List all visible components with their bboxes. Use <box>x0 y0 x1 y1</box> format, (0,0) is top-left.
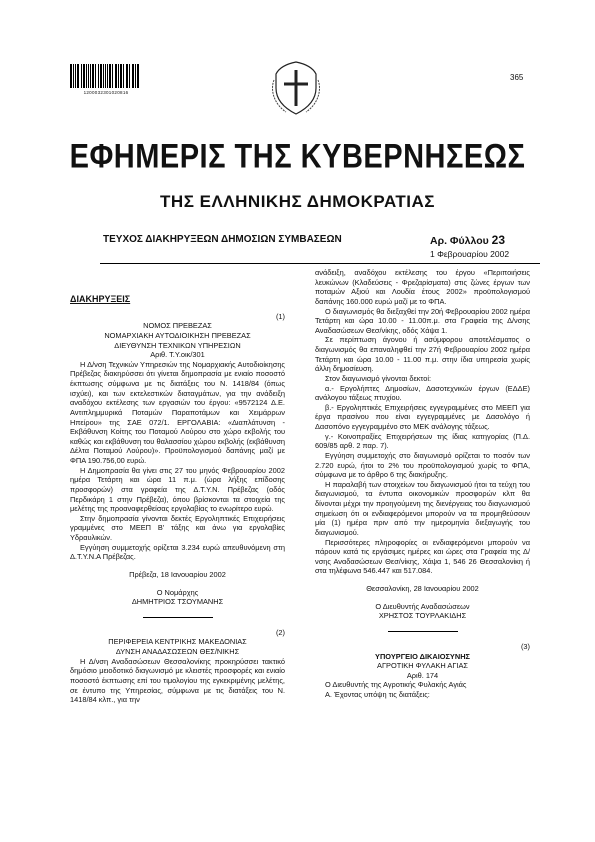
greek-coat-of-arms-emblem <box>270 60 322 116</box>
notice-1-paragraph-1: Η Δ/νση Τεχνικών Υπηρεσιών της Νομαρχιακής Αυτοδιοίκησης Πρέβεζας διακηρύσσει ότι γίνεται δημοπρασία με ενιαίο ποσοστό έκπτωσης σύμφωνα με τις διατάξεις του Ν. 1418/84 (όπως ισχύει), και των εκτελεστικών διαταγμάτων, για την ανάδειξη αναδόχου εκτέλεσης των εργασιών του έργου: «9572124 Δ.Ε. Αντιπλημμυρικά Ποταμών Παραποτάμων και Χειμάρρων Ηπείρου» της ΣΑΕ 072/1. ΕΡΓΟΛΑΒΙΑ: «Διαπλάτυνση - Εκβάθυνση Κοίτης του Ποταμού Λούρου στο χώρο εκβολής του καθώς και εκβάθυνση του θαλασσίου χώρου εκβολής (εκβάθυνση Δέλτα Ποταμού Λούρου)». Προϋπολογισμού δαπάνης μαζί με ΦΠΑ 190.756,00 ευρώ. <box>70 359 285 466</box>
place-date-1: Πρέβεζα, 18 Ιανουαρίου 2002 <box>129 569 226 579</box>
sheet-label: Αρ. Φύλλου <box>430 235 489 247</box>
notice-3-paragraph-2: Α. Έχοντας υπόψη τις διατάξεις: <box>325 690 430 699</box>
notice-2-paragraph-2: ανάδειξη, αναδόχου εκτέλεσης του έργου «Περιποιήσεις λευκώνων (Κλαδεύσεις - Φρεζαρίσματα) στις ζώνες έργων των ποταμών Αξιού και Λουδία έτους 2002» προϋπολογισμού δαπάνης 160.000 ευρώ μαζί με το ΦΠΑ. <box>315 268 530 306</box>
barcode-bar <box>127 64 128 88</box>
authority-1-line-3: ΔΙΕΥΘΥΝΣΗ ΤΕΧΝΙΚΩΝ ΥΠΗΡΕΣΙΩΝ <box>114 340 241 350</box>
header-divider <box>100 263 540 264</box>
page-number: 365 <box>510 73 524 82</box>
signatory-1-name: ΔΗΜΗΤΡΙΟΣ ΤΣΟΥΜΑΝΗΣ <box>131 597 224 607</box>
barcode-bar <box>88 64 89 88</box>
barcode-bar <box>121 64 122 88</box>
notice-2-paragraph-9: Εγγύηση συμμετοχής στο διαγωνισμό ορίζεται το ποσόν των 2.720 ευρώ, ήτοι το 2% του προϋπολογισμού χωρίς το ΦΠΑ, σύμφωνα με το άρθρο 6 της διακήρυξης. <box>315 450 530 480</box>
barcode-bar <box>129 64 130 88</box>
reference-1: Αριθ. Τ.Υ.οικ/301 <box>150 350 205 360</box>
gazette-subtitle: ΤΗΣ ΕΛΛΗΝΙΚΗΣ ΔΗΜΟΚΡΑΤΙΑΣ <box>160 192 435 211</box>
notice-1-paragraph-4: Εγγύηση συμμετοχής ορίζεται 3.234 ευρώ απευθυνόμενη στη Δ.Τ.Υ.Ν.Α Πρέβεζας. <box>70 542 285 562</box>
barcode <box>70 64 140 88</box>
place-date-2: Θεσσαλονίκη, 28 Ιανουαρίου 2002 <box>366 584 479 593</box>
barcode-bar <box>112 64 113 88</box>
notice-number-3: (3) <box>520 641 530 651</box>
notice-3-paragraph-1: Ο Διευθυντής της Αγροτικής Φυλακής Αγιάς <box>325 680 467 690</box>
barcode-bar <box>95 64 96 88</box>
signatory-2-name: ΧΡΗΣΤΟΣ ΤΟΥΡΛΑΚΙΔΗΣ <box>378 611 467 621</box>
notice-number-2: (2) <box>275 627 285 637</box>
notice-2-paragraph-3: Ο διαγωνισμός θα διεξαχθεί την 20ή Φεβρουαρίου 2002 ημέρα Τετάρτη και ώρα 10.00 - 11.00π.μ. στα Γραφεία της Δ/νσης Αναδασώσεων Θεσ/νίκης, οδός Χάψα 1. <box>315 306 530 335</box>
barcode-number: 1200032301020816 <box>83 90 129 95</box>
barcode-bar <box>135 64 136 88</box>
notice-2-paragraph-1: Η Δ/νση Αναδασώσεων Θεσσαλονίκης προκηρύσσει τακτικό δημόσιο μειοδοτικό διαγωνισμό με κλειστές προσφορές και ενιαίο ποσοστό έκπτωσης επί του τιμολογίου της εγκεκριμένης μελέτης, σε έντυπο της Υπηρεσίας, σύμφωνα με τις διατάξεις του Ν. 1418/84 κλπ., για την <box>70 656 285 705</box>
sheet-number-line <box>430 233 505 247</box>
signatory-1-role: Ο Νομάρχης <box>156 587 199 597</box>
notice-2-paragraph-7: β.- Εργοληπτικές Επιχειρήσεις εγγεγραμμένες στο ΜΕΕΠ για έργα πρασίνου που είναι εγγεγραμμένες με Δασολόγο ή Δασοπόνο εγγεγραμμένο στο ΜΕΚ ανάλογης τάξεως. <box>315 402 530 431</box>
section-heading: ΔΙΑΚΗΡΥΞΕΙΣ <box>70 294 131 304</box>
authority-2-line-1: ΠΕΡΙΦΕΡΕΙΑ ΚΕΝΤΡΙΚΗΣ ΜΑΚΕΔΟΝΙΑΣ <box>108 637 247 647</box>
notice-2-paragraph-8: γ.- Κοινοπραξίες Επιχειρήσεων της ίδιας κατηγορίας (Π.Δ. 609/85 αρθ. 2 παρ. 7). <box>315 431 530 451</box>
notice-number-1: (1) <box>275 311 285 321</box>
notice-separator <box>388 631 458 632</box>
signatory-2-role: Ο Διευθυντής Αναδασώσεων <box>375 601 470 611</box>
authority-3-line-2: ΑΓΡΟΤΙΚΗ ΦΥΛΑΚΗ ΑΓΙΑΣ <box>377 661 468 671</box>
notice-2-paragraph-10: Η παραλαβή των στοιχείων του διαγωνισμού ήτοι τα τεύχη του διαγωνισμού, τα έντυπα οικονομικών προσφορών κλπ θα δίνονται μέχρι την προηγούμενη της διενέργειας του διαγωνισμού σημείωση ότι οι ενδιαφερόμενοι μπορούν να τα προμηθεύσουν μία (1) ημέρα πριν από την ημερομηνία διεξαγωγής του διαγωνισμού. <box>315 479 530 537</box>
authority-2-line-2: ΔΥΝΣΗ ΑΝΑΔΑΣΩΣΕΩΝ ΘΕΣ/ΝΙΚΗΣ <box>115 647 240 657</box>
authority-3-line-1: ΥΠΟΥΡΓΕΙΟ ΔΙΚΑΙΟΣΥΝΗΣ <box>375 651 470 661</box>
barcode-bar <box>118 64 119 88</box>
issue-date: 1 Φεβρουαρίου 2002 <box>430 249 510 259</box>
notice-1-paragraph-3: Στην δημοπρασία γίνονται δεκτές Εργοληπτικές Επιχειρήσεις γραμμένες στο ΜΕΕΠ Β' τάξης και άνω για εργολαβίες Υδραυλικών. <box>70 513 285 543</box>
notice-2-paragraph-11: Περισσότερες πληροφορίες οι ενδιαφερόμενοι μπορούν να πάρουν κατά τις εργάσιμες ημέρες και ώρες στα Γραφεία της Δ/νσης Αναδασώσεων Θεσ/νίκης, Χάψα 1, 546 26 Θεσσαλονίκη ή στα τηλέφωνα 546.447 και 517.084. <box>315 537 530 576</box>
notice-2-paragraph-4: Σε περίπτωση άγονου ή ασύμφορου αποτελέσματος ο διαγωνισμός θα επαναληφθεί την 27ή Φεβρουαρίου 2002 ημέρα Τετάρτη και ώρα 10.00 - 11.00 π.μ. στην ίδια υπηρεσία χωρίς άλλη δημοσίευση. <box>315 335 530 374</box>
left-column <box>70 268 285 705</box>
reference-3: Αριθ. 174 <box>406 670 439 680</box>
issue-type: ΤΕΥΧΟΣ ΔΙΑΚΗΡΥΞΕΩΝ ΔΗΜΟΣΙΩΝ ΣΥΜΒΑΣΕΩΝ <box>103 234 342 245</box>
notice-2-paragraph-6: α.- Εργολήπτες Δημοσίων, Δασοτεχνικών έργων (ΕΔΔΕ) ανάλογου τάξεως πτυχίου. <box>315 383 530 403</box>
gazette-title: ΕΦΗΜΕΡΙΣ ΤΗΣ ΚΥΒΕΡΝΗΣΕΩΣ <box>69 138 526 176</box>
notice-2-paragraph-5: Στον διαγωνισμό γίνονται δεκτοί: <box>325 373 432 383</box>
sheet-number: 23 <box>491 233 506 247</box>
right-column <box>315 268 530 700</box>
notice-1-paragraph-2: Η Δημοπρασία θα γίνει στις 27 του μηνός Φεβρουαρίου 2002 ημέρα Τετάρτη και ώρα 11 π.μ. (ώρα λήξης επίδοσης προσφορών) στα γραφεία της Δ.Τ.Υ.Ν. Πρέβεζας (οδός Περδικάρη 1 στην Πρέβεζα), όπου βρίσκονται τα στοιχεία της μελέτης της προαναφερθείσας εργολαβίας το ενωρίτερο ευρώ. <box>70 465 285 514</box>
authority-1-line-1: ΝΟΜΟΣ ΠΡΕΒΕΖΑΣ <box>143 321 212 331</box>
notice-separator <box>143 617 213 618</box>
authority-1-line-2: ΝΟΜΑΡΧΙΑΚΗ ΑΥΤΟΔΙΟΙΚΗΣΗ ΠΡΕΒΕΖΑΣ <box>104 330 251 340</box>
